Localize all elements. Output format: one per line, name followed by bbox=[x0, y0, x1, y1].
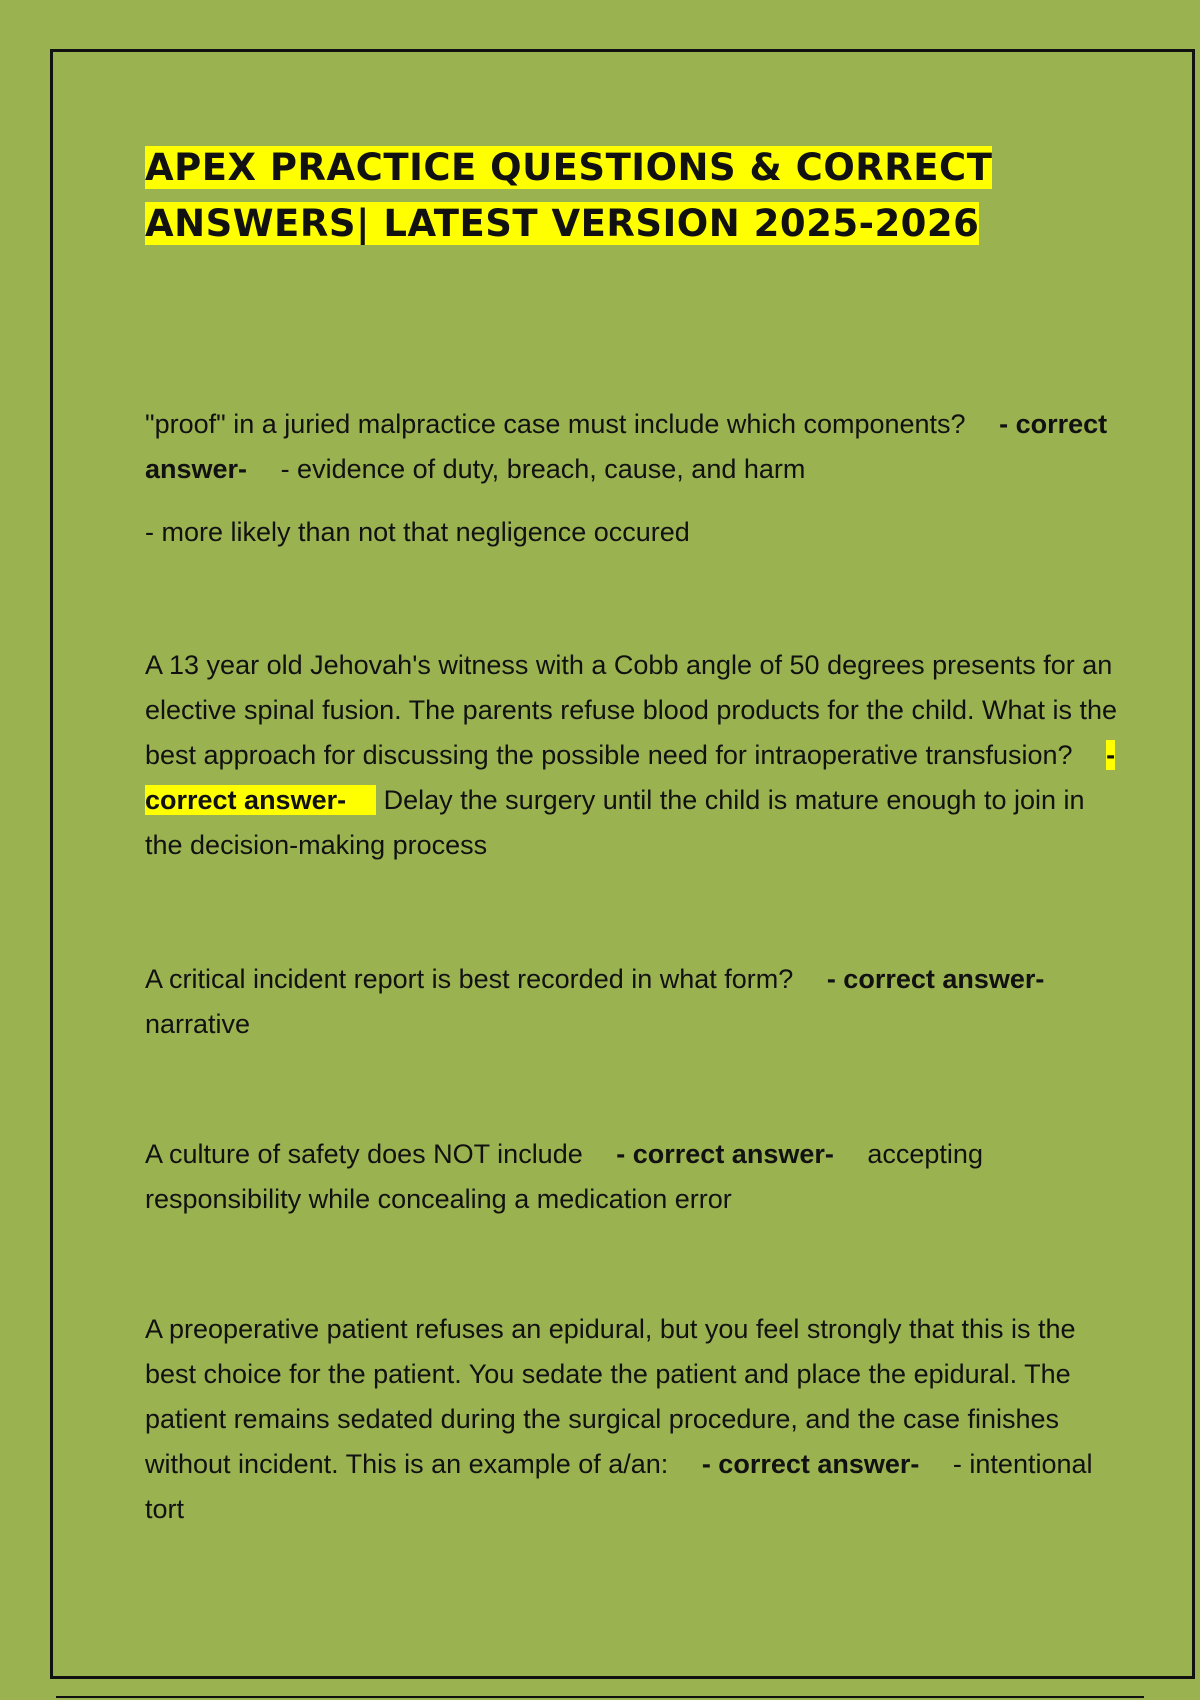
answer-text: accepting responsibility while concealing a medication error bbox=[145, 1139, 983, 1214]
question-text: A 13 year old Jehovah's witness with a Cobb angle of 50 degrees presents for an elective spinal fusion. The parents refuse blood products for the child. What is the best approach for discussing the possible need for intraoperative transfusion? bbox=[145, 650, 1118, 770]
answer-text: Delay the surgery until the child is mature enough to join in the decision-making process bbox=[145, 785, 1085, 860]
answer-label-highlighted: - correct answer- bbox=[145, 740, 1116, 815]
qa-item-5 bbox=[145, 1307, 1120, 1532]
title-line-1: APEX PRACTICE QUESTIONS & CORRECT bbox=[145, 146, 993, 189]
answer-label: - correct answer- bbox=[826, 964, 1045, 994]
question-text: "proof" in a juried malpractice case must include which components? bbox=[145, 409, 966, 439]
answer-label: - correct answer- bbox=[145, 409, 1108, 484]
title-line-2: ANSWERS| LATEST VERSION 2025-2026 bbox=[145, 202, 980, 245]
qa-item-4 bbox=[145, 1132, 1120, 1222]
qa-item-3 bbox=[145, 957, 1120, 1047]
answer-label: - correct answer- bbox=[701, 1449, 920, 1479]
question-text: A critical incident report is best recorded in what form? bbox=[145, 964, 794, 994]
answer-text: narrative bbox=[145, 1009, 251, 1039]
qa-item-2 bbox=[145, 643, 1120, 868]
answer-text: - intentional tort bbox=[145, 1449, 1093, 1524]
footer-rule bbox=[56, 1696, 1144, 1698]
document-title bbox=[145, 140, 1135, 252]
question-text: A preoperative patient refuses an epidural, but you feel strongly that this is the best choice for the patient. You sedate the patient and place the epidural. The patient remains sedated during the surgical procedure, and the case finishes without incident. This is an example of a/an: bbox=[145, 1314, 1076, 1479]
answer-text: - evidence of duty, breach, cause, and harm bbox=[280, 454, 806, 484]
question-text: A culture of safety does NOT include bbox=[145, 1139, 583, 1169]
answer-text-continued: - more likely than not that negligence occured bbox=[145, 517, 690, 547]
answer-label: - correct answer- bbox=[616, 1139, 834, 1169]
qa-item-1 bbox=[145, 402, 1120, 555]
